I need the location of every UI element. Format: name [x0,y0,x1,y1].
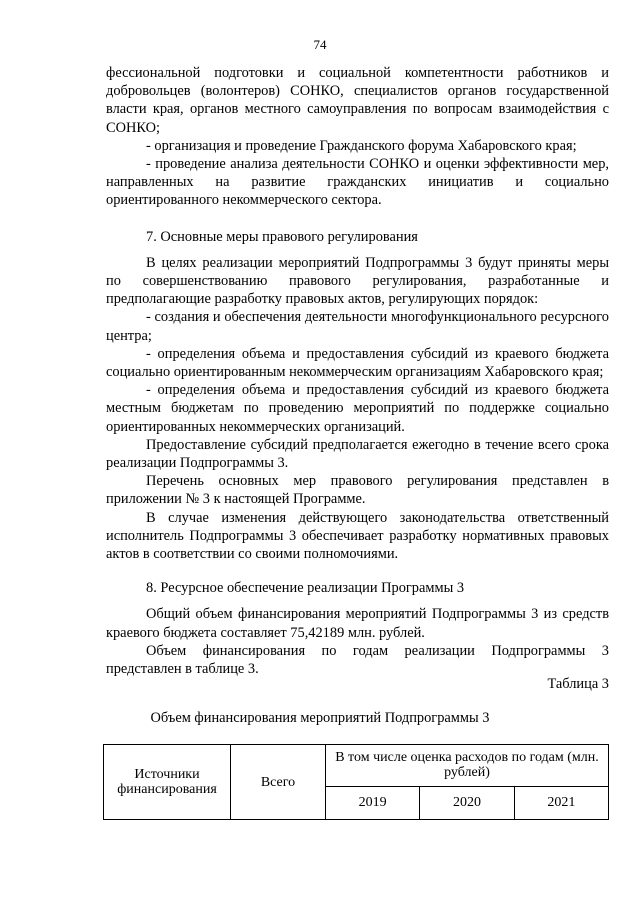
header-year: 2020 [420,786,514,819]
header-year: 2019 [326,786,420,819]
header-years-group: В том числе оценка расходов по годам (млн. рублей) [326,745,609,787]
header-year: 2021 [514,786,608,819]
table-label: Таблица 3 [547,676,609,692]
section-7-paragraph: Предоставление субсидий предполагается ежегодно в течение всего срока реализации Подпрограммы 3. [106,436,609,472]
section-7-paragraph: - определения объема и предоставления субсидий из краевого бюджета социально ориентированным некоммерческим организациям Хабаровского края; [106,345,609,381]
financing-table [103,744,609,820]
section-8-heading: 8. Ресурсное обеспечение реализации Программы 3 [146,580,465,597]
section-7-paragraph: - определения объема и предоставления субсидий из краевого бюджета местным бюджетам по проведению мероприятий по поддержке социально ориентированных некоммерческих организаций. [106,382,609,435]
section-7-paragraph: - создания и обеспечения деятельности многофункционального ресурсного центра; [106,309,609,344]
header-source: Источники финансирования [104,745,231,820]
paragraph-intro: фессиональной подготовки и социальной компетентности работников и добровольцев (волонтеров) СОНКО, специалистов органов государственной власти края, органов местного самоуправления по вопросам взаимодействия с СОНКО; [106,65,609,136]
section-8-paragraph: Объем финансирования по годам реализации Подпрограммы 3 представлен в таблице 3. [106,642,609,678]
section-7-paragraph: Перечень основных мер правового регулирования представлен в приложении № 3 к настоящей Программе. [106,473,609,508]
paragraph-analysis: - проведение анализа деятельности СОНКО и оценки эффективности мер, направленных на развитие гражданских инициатив и социально ориентированного некоммерческого сектора. [106,156,609,209]
table-header-row [104,745,609,787]
table-title: Объем финансирования мероприятий Подпрограммы 3 [150,710,490,726]
paragraph-forum: - организация и проведение Гражданского форума Хабаровского края; [146,137,577,154]
page-number: 74 [313,37,327,52]
page-body [106,64,609,678]
section-7-paragraph: В случае изменения действующего законодательства ответственный исполнитель Подпрограммы 3 обеспечивает разработку нормативных правовых актов в соответствии со своими полномочиями. [106,509,609,563]
section-7-heading: 7. Основные меры правового регулирования [146,228,418,245]
section-7-paragraph: В целях реализации мероприятий Подпрограммы 3 будут приняты меры по совершенствованию правового регулирования, разработанные и предполагающие разработку правовых актов, регулирующих порядок: [106,254,609,308]
section-8-paragraph: Общий объем финансирования мероприятий Подпрограммы 3 из средств краевого бюджета составляет 75,42189 млн. рублей. [106,606,609,641]
header-total: Всего [231,745,326,820]
